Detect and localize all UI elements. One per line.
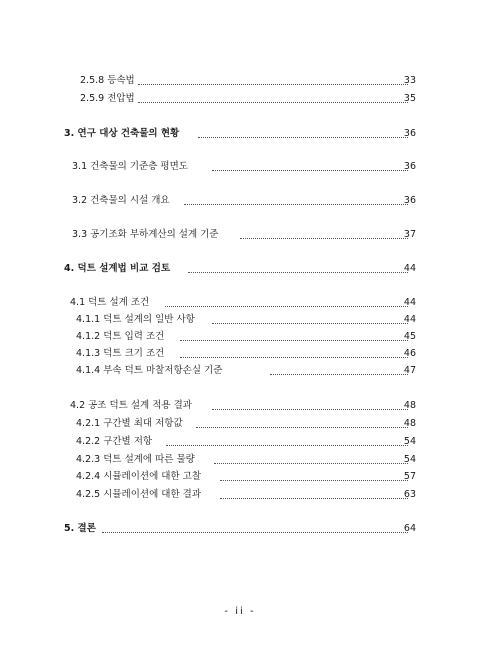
- toc-entry-label: 4.1.4 부속 덕트 마찰저항손실 기준: [76, 365, 223, 376]
- toc-entry-label: 4.2.5 시뮬레이션에 대한 결과: [76, 489, 202, 500]
- toc-leader-dots: [196, 416, 408, 428]
- toc-entry-page: 36: [403, 195, 416, 206]
- toc-leader-dots: [212, 159, 408, 171]
- toc-leader-dots: [180, 346, 408, 358]
- toc-entry[interactable]: [0, 193, 480, 209]
- toc-leader-dots: [270, 363, 408, 375]
- toc-entry-page: 54: [403, 436, 416, 447]
- toc-leader-dots: [165, 295, 408, 307]
- toc-entry[interactable]: [0, 329, 480, 345]
- toc-entry-label: 4.2.2 구간별 저항: [76, 436, 153, 447]
- toc-entry-label: 4.2.1 구간별 최대 저항값: [76, 418, 183, 429]
- toc-entry-page: 44: [403, 263, 416, 274]
- toc-entry-page: 36: [403, 128, 416, 139]
- toc-entry-page: 46: [403, 348, 416, 359]
- toc-leader-dots: [212, 398, 408, 410]
- toc-entry-label: 4.1.1 덕트 설계의 일반 사항: [76, 314, 195, 325]
- toc-leader-dots: [198, 126, 408, 138]
- toc-entry-page: 44: [403, 297, 416, 308]
- toc-leader-dots: [184, 193, 408, 205]
- toc-entry[interactable]: [0, 521, 480, 537]
- toc-leader-dots: [102, 521, 408, 533]
- toc-entry-label: 4.2 공조 덕트 설계 적용 결과: [70, 400, 192, 411]
- toc-leader-dots: [240, 227, 408, 239]
- toc-leader-dots: [188, 261, 408, 273]
- toc-entry-label: 4.1.3 덕트 크기 조건: [76, 348, 165, 359]
- toc-entry[interactable]: [0, 452, 480, 468]
- toc-leader-dots: [212, 312, 408, 324]
- toc-entry[interactable]: [0, 487, 480, 503]
- toc-entry[interactable]: [0, 91, 480, 107]
- toc-leader-dots: [166, 434, 408, 446]
- toc-entry[interactable]: [0, 469, 480, 485]
- toc-leader-dots: [220, 487, 408, 499]
- toc-entry-label: 2.5.9 전압법: [80, 93, 135, 104]
- toc-entry-page: 35: [403, 93, 416, 104]
- toc-leader-dots: [138, 73, 408, 85]
- toc-entry[interactable]: [0, 398, 480, 414]
- toc-entry-label: 3.3 공기조화 부하계산의 설계 기준: [72, 229, 219, 240]
- toc-entry[interactable]: [0, 126, 480, 142]
- toc-entry-label: 4.1.2 덕트 입력 조건: [76, 331, 165, 342]
- toc-entry-label: 3.2 건축물의 시설 개요: [72, 195, 170, 206]
- toc-entry[interactable]: [0, 346, 480, 362]
- toc-entry-label: 2.5.8 등속법: [80, 75, 135, 86]
- toc-entry-page: 57: [403, 471, 416, 482]
- toc-entry-page: 45: [403, 331, 416, 342]
- toc-leader-dots: [138, 91, 408, 103]
- toc-entry-page: 44: [403, 314, 416, 325]
- toc-entry-page: 36: [403, 161, 416, 172]
- toc-entry-page: 33: [403, 75, 416, 86]
- toc-entry-page: 63: [403, 489, 416, 500]
- toc-entry[interactable]: [0, 295, 480, 311]
- toc-entry[interactable]: [0, 434, 480, 450]
- toc-entry-label: 5. 결론: [64, 523, 96, 534]
- toc-entry-label: 3. 연구 대상 건축물의 현황: [64, 128, 180, 139]
- page-number-footer: - ii -: [224, 606, 256, 617]
- toc-entry[interactable]: [0, 416, 480, 432]
- toc-leader-dots: [220, 469, 408, 481]
- toc-entry[interactable]: [0, 227, 480, 243]
- toc-entry-label: 4. 덕트 설계법 비교 검토: [64, 263, 171, 274]
- toc-entry-label: 3.1 건축물의 기준층 평면도: [72, 161, 188, 172]
- toc-entry-page: 54: [403, 454, 416, 465]
- toc-entry-label: 4.2.3 덕트 설계에 따른 물량: [76, 454, 195, 465]
- toc-entry-page: 48: [403, 418, 416, 429]
- toc-leader-dots: [180, 329, 408, 341]
- toc-entry[interactable]: [0, 363, 480, 379]
- toc-entry-label: 4.1 덕트 설계 조건: [70, 297, 150, 308]
- toc-entry-page: 64: [403, 523, 416, 534]
- toc-entry[interactable]: [0, 73, 480, 89]
- toc-entry[interactable]: [0, 261, 480, 277]
- toc-leader-dots: [214, 452, 408, 464]
- toc-entry-page: 47: [403, 365, 416, 376]
- toc-entry-label: 4.2.4 시뮬레이션에 대한 고찰: [76, 471, 202, 482]
- toc-entry[interactable]: [0, 312, 480, 328]
- toc-entry-page: 48: [403, 400, 416, 411]
- toc-entry-page: 37: [403, 229, 416, 240]
- toc-entry[interactable]: [0, 159, 480, 175]
